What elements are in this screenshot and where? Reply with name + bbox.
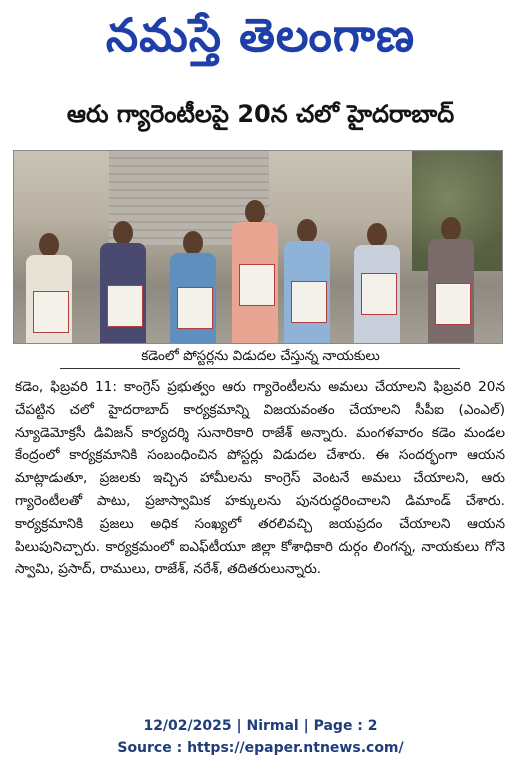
photo-caption: కడెంలో పోస్టర్లను విడుదల చేస్తున్న నాయకులు	[141, 348, 380, 364]
photo-person	[22, 193, 76, 343]
masthead-title: నమస్తే తెలంగాణ	[105, 8, 416, 62]
article-paragraph: కడెం, ఫిబ్రవరి 11: కాంగ్రెస్ ప్రభుత్వం ఆరు గ్యారెంటీలను అమలు చేయాలని ఫిబ్రవరి 20న చేపట్టిన చలో హైదరాబాద్ కార్యక్రమాన్ని విజయవంతం చేయాలని సీపీఐ (ఎంఎల్) న్యూడెమోక్రసీ డివిజన్ కార్యదర్శి సునారికారి రాజేశ్ అన్నారు. మంగళవారం కడెం మండల కేంద్రంలో కార్యక్రమానికి సంబంధించిన పోస్టర్లు విడుదల చేశారు. ఈ సందర్భంగా ఆయన మాట్లాడుతూ, ప్రజలకు ఇచ్చిన హామీలను కాంగ్రెస్ వెంటనే అమలు చేయాలని, ఆరు గ్యారెంటీలతో పాటు, ప్రజాస్వామిక హక్కులను పునరుద్ధరించాలని డిమాండ్ చేశారు. కార్యక్రమానికి ప్రజలు అధిక సంఖ్యలో తరలివచ్చి జయప్రదం చేయాలని ఆయన పిలుపునిచ్చారు. కార్యక్రమంలో ఐఎఫ్‌టీయూ జిల్లా కోశాధికారి దుర్గం లింగన్న, నాయకులు గోనె స్వామి, ప్రసాద్, రాములు, రాజేశ్, నరేశ్, తదితరులున్నారు.	[15, 379, 505, 578]
article-body	[15, 376, 505, 581]
caption-divider	[60, 368, 460, 369]
edition-info: 12/02/2025 | Nirmal | Page : 2	[143, 718, 378, 734]
photo-person	[424, 185, 478, 343]
source-link[interactable]: Source : https://epaper.ntnews.com/	[117, 740, 404, 756]
newspaper-masthead	[0, 0, 521, 82]
photo-person	[280, 185, 334, 343]
photo-person	[166, 191, 220, 343]
photo-person	[96, 185, 150, 343]
photo-person	[228, 178, 282, 343]
photo-person	[350, 187, 404, 343]
news-photo	[13, 150, 503, 344]
article-headline: ఆరు గ్యారెంటీలపై 20న చలో హైదరాబాద్	[66, 100, 455, 128]
